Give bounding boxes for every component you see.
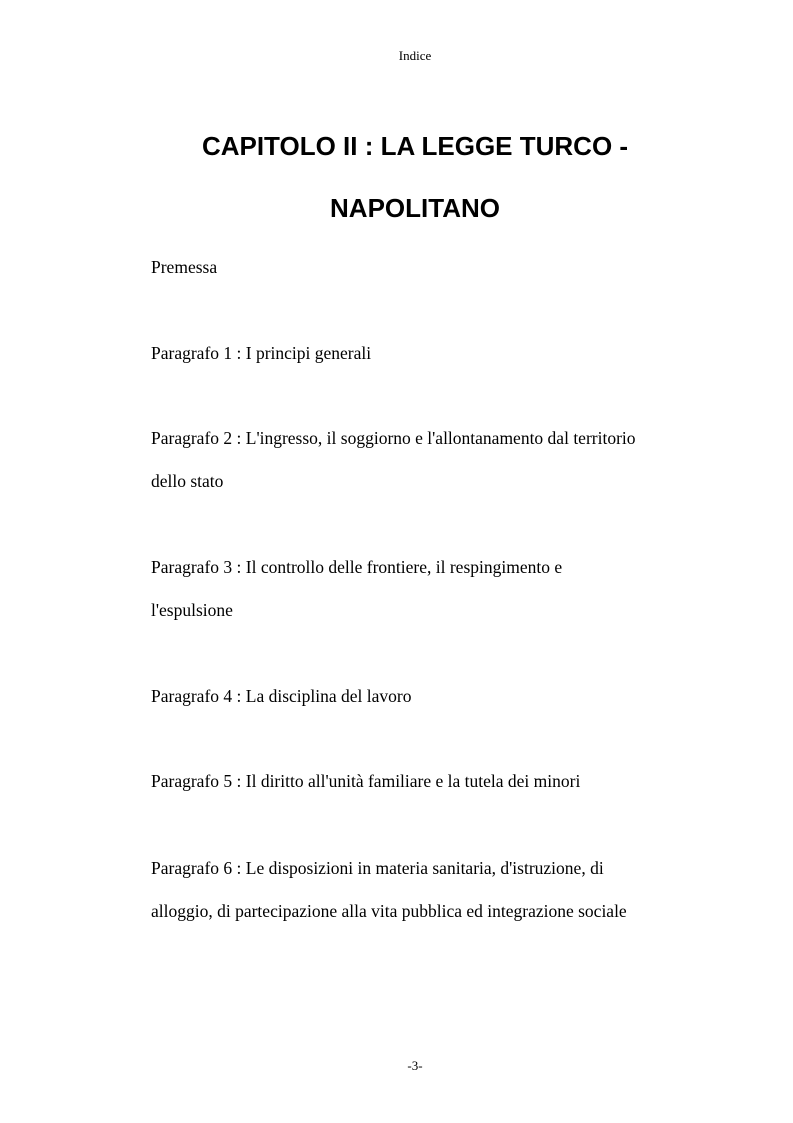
toc-entry-paragrafo-5: [151, 760, 711, 803]
toc-entry-paragrafo-2: [151, 417, 711, 503]
toc-entry-line: alloggio, di partecipazione alla vita pubblica ed integrazione sociale: [151, 901, 627, 921]
toc-entry-line: l'espulsione: [151, 600, 233, 620]
toc-entry-line: Paragrafo 5 : Il diritto all'unità familiare e la tutela dei minori: [151, 771, 581, 791]
toc-entry-line: Paragrafo 3 : Il controllo delle frontiere, il respingimento e: [151, 557, 563, 577]
page-number: -3-: [407, 1058, 423, 1073]
toc-entry-line: Paragrafo 1 : I principi generali: [151, 343, 372, 363]
toc-entry-line: dello stato: [151, 471, 224, 491]
toc-entry-line: Paragrafo 2 : L'ingresso, il soggiorno e l'allontanamento dal territorio: [151, 428, 636, 448]
chapter-title-line-1: CAPITOLO II : LA LEGGE TURCO -: [201, 131, 629, 161]
toc-entry-paragrafo-1: [151, 332, 711, 375]
running-header: Indice: [398, 48, 432, 63]
toc-entry-paragrafo-6: [151, 847, 711, 933]
toc-entry-line: Premessa: [151, 257, 218, 277]
toc-entry-premessa: [151, 246, 711, 289]
toc-entry-line: Paragrafo 6 : Le disposizioni in materia sanitaria, d'istruzione, di: [151, 858, 604, 878]
toc-entry-paragrafo-4: [151, 675, 711, 718]
toc-entry-line: Paragrafo 4 : La disciplina del lavoro: [151, 686, 412, 706]
chapter-title-line-2: NAPOLITANO: [330, 193, 500, 223]
toc-entry-paragrafo-3: [151, 546, 711, 632]
